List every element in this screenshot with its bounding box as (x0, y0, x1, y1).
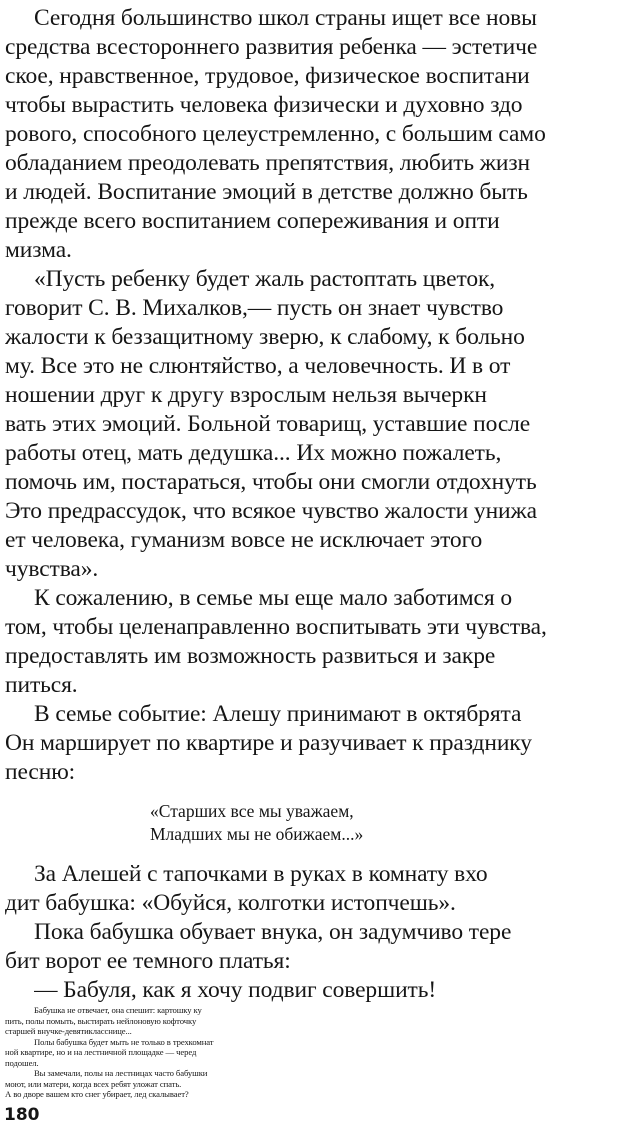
text-line: А во дворе вашем кто снег убирает, лед скалывает? (5, 1089, 189, 1100)
text-line: ной квартире, но и на лестничной площадке — черед (5, 1047, 197, 1058)
text-line: жалости к беззащитному зверю, к слабому, к больно (5, 324, 525, 350)
text-line: ское, нравственное, трудовое, физическое воспитани (5, 63, 530, 89)
text-line: му. Все это не слюнтяйство, а человечность. И в от (5, 353, 511, 379)
text-line: пить, полы помыть, выстирать нейлоновую кофточку (5, 1015, 197, 1026)
text-line: подошел. (5, 1057, 39, 1068)
text-line: В семье событие: Алешу принимают в октябрята (34, 701, 522, 727)
dialogue-line: — Бабуля, как я хочу подвиг совершить! (34, 977, 437, 1003)
poem-line: Младших мы не обижаем...» (150, 824, 364, 844)
text-line: Сегодня большинство школ страны ищет все новы (34, 5, 537, 31)
text-line: рового, способного целеустремленно, с большим само (5, 121, 546, 147)
text-line: дит бабушка: «Обуйся, колготки истопчешь». (5, 890, 456, 916)
text-line: чтобы вырастить человека физически и духовно здо (5, 92, 523, 118)
text-line: средства всестороннего развития ребенка — эстетиче (5, 34, 538, 60)
text-line: помочь им, постараться, чтобы они смогли отдохнуть (5, 469, 537, 495)
text-line: предоставлять им возможность развиться и закре (5, 643, 496, 669)
text-line: «Пусть ребенку будет жаль растоптать цветок, (34, 266, 496, 292)
text-line: Бабушка не отвечает, она спешит: картошку ку (34, 1005, 202, 1015)
text-line: мизма. (5, 237, 72, 263)
poem-line: «Старших все мы уважаем, (150, 801, 354, 821)
text-line: вать этих эмоций. Больной товарищ, уставшие после (5, 411, 531, 437)
text-line: питься. (5, 672, 78, 698)
text-line: К сожалению, в семье мы еще мало заботимся о (34, 585, 513, 611)
text-line: Полы бабушка будет мыть не только в трехкомнат (34, 1036, 214, 1047)
text-line: обладанием преодолевать препятствия, любить жизн (5, 150, 531, 176)
text-line: За Алешей с тапочками в руках в комнату вхо (34, 861, 488, 887)
text-line: ет человека, гуманизм вовсе не исключает этого (5, 527, 483, 553)
text-line: старшей внучке-девятикласснице... (5, 1026, 132, 1037)
text-line: Это предрассудок, что всякое чувство жалости унижа (5, 498, 537, 524)
text-line: и людей. Воспитание эмоций в детстве должно быть (5, 179, 528, 205)
text-line: работы отец, мать дедушка... Их можно пожалеть, (5, 440, 502, 466)
text-line: Он марширует по квартире и разучивает к празднику (5, 730, 532, 756)
text-line: Пока бабушка обувает внука, он задумчиво тере (34, 919, 512, 945)
text-line: моют, или матери, когда всех ребят уложат спать. (5, 1078, 182, 1089)
text-line: ношении друг к другу взрослым нельзя вычеркн (5, 382, 487, 408)
text-line: песню: (5, 759, 76, 785)
text-line: бит ворот ее темного платья: (5, 948, 291, 974)
text-line: Вы замечали, полы на лестницах часто бабушки (34, 1068, 208, 1079)
text-line: чувства». (5, 556, 99, 582)
text-line: том, чтобы целенаправленно воспитывать эти чувства, (5, 614, 547, 640)
text-line: говорит С. В. Михалков,— пусть он знает чувство (5, 295, 504, 321)
text-line: прежде всего воспитанием сопереживания и опти (5, 208, 500, 234)
page-number: 180 (4, 1105, 40, 1125)
